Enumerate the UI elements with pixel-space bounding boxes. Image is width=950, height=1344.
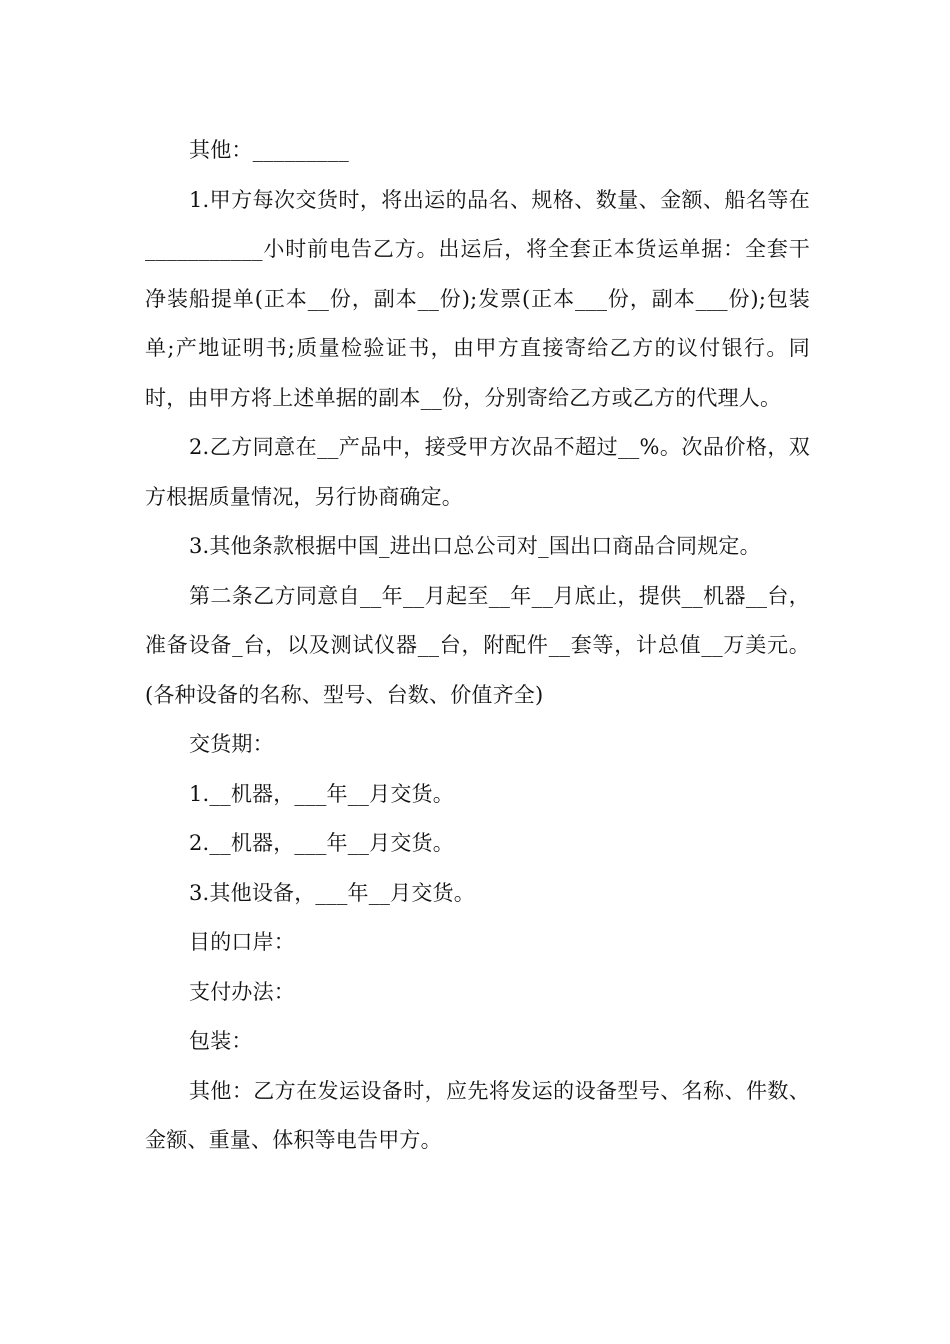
paragraph-clause-3-other-terms: 3.其他条款根据中国_进出口总公司对_国出口商品合同规定。	[189, 534, 761, 558]
paragraph-payment-method: 支付办法：	[189, 979, 295, 1004]
paragraph-packaging: 包装：	[189, 1029, 253, 1053]
document-body	[145, 126, 810, 1166]
paragraph-delivery-item-1: 1.__机器，___年__月交货。	[189, 781, 454, 806]
paragraph-other-blank: 其他：_________	[189, 138, 349, 162]
paragraph-destination-port: 目的口岸：	[189, 930, 295, 954]
paragraph-delivery-period: 交货期：	[189, 732, 274, 756]
paragraph-delivery-item-3: 3.其他设备，___年__月交货。	[189, 880, 475, 905]
paragraph-clause-1-delivery-documents: 1.甲方每次交货时，将出运的品名、规格、数量、金额、船名等在___________小时前电告乙方。出运后，将全套正本货运单据：全套干净装船提单(正本__份，副本__份);发票(正本___份，副本___份);包装单;产地证明书;质量检验证书，由甲方直接寄给乙方的议付银行。同时，由甲方将上述单据的副本__份，分别寄给乙方或乙方的代理人。	[145, 187, 810, 410]
paragraph-delivery-item-2: 2.__机器，___年__月交货。	[189, 831, 454, 855]
paragraph-article-2-supply: 第二条乙方同意自__年__月起至__年__月底止，提供__机器__台，准备设备_台，以及测试仪器__台，附配件__套等，计总值__万美元。(各种设备的名称、型号、台数、价值齐全)	[145, 583, 810, 707]
paragraph-clause-2-defective-goods: 2.乙方同意在__产品中，接受甲方次品不超过__%。次品价格，双方根据质量情况，另行协商确定。	[145, 435, 810, 509]
paragraph-other-shipment-notice: 其他：乙方在发运设备时，应先将发运的设备型号、名称、件数、金额、重量、体积等电告甲方。	[145, 1078, 810, 1152]
